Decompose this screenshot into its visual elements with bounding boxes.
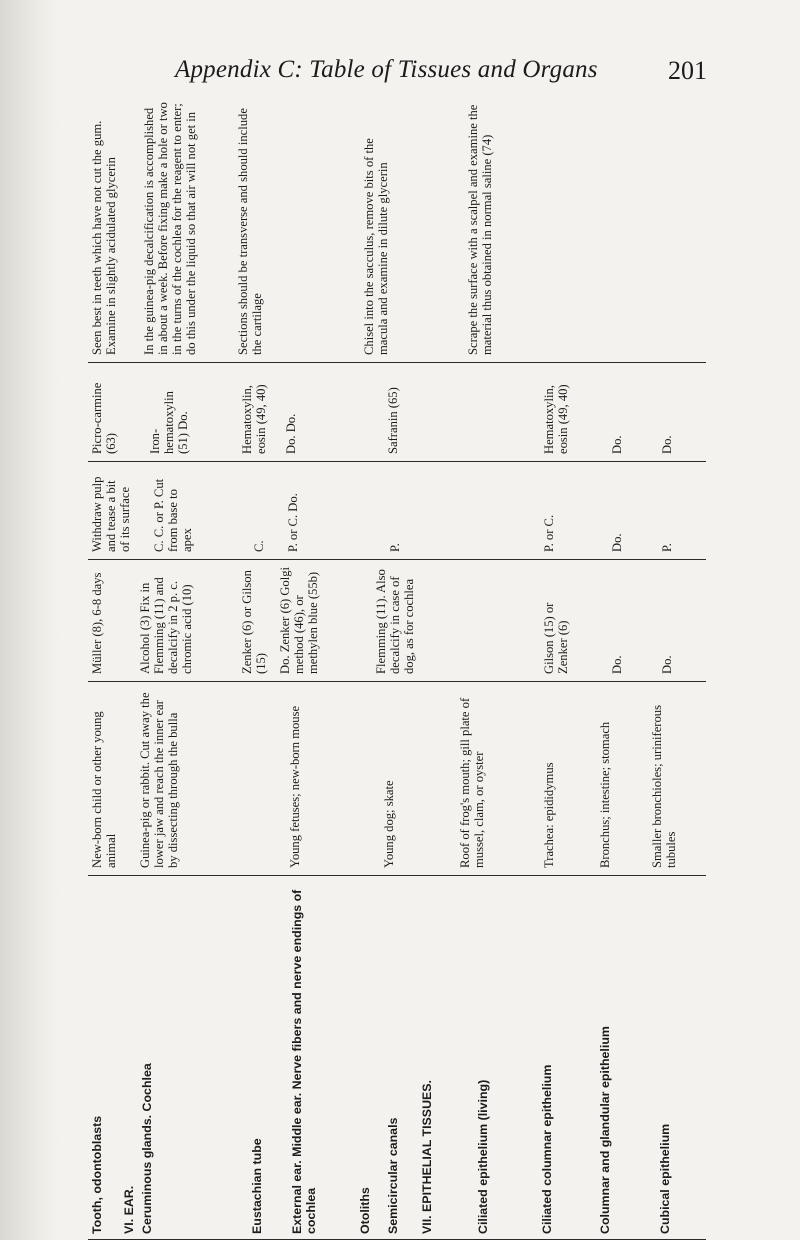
fixation-cell: Zenker (6) or Gilson (15) — [240, 570, 268, 674]
stain-cell: Hematoxylin, eosin (49, 40) — [542, 384, 570, 454]
table-grid — [88, 90, 706, 1240]
stain-cell: Iron-hematoxylin (51) Do. — [148, 391, 190, 454]
page-number: 201 — [668, 56, 707, 85]
remarks-cell: Sections should be transverse and should include the cartilage — [236, 108, 264, 355]
remarks-cell: In the guinea-pig decalcification is accomplished in about a week. Before fixing make a hole or two in the turns of the cochlea for the reagent to enter; do this under the liquid so that air will not get in — [142, 102, 198, 355]
section-cell: P. — [388, 543, 402, 552]
fixation-cell: Müller (8), 6-8 days — [90, 572, 104, 674]
fixation-cell: Do. Zenker (6) Golgi method (46), or methylen blue (55b) — [278, 566, 320, 674]
stain-cell: Hematoxylin, eosin (49, 40) — [240, 384, 268, 454]
fixation-cell: Gilson (15) or Zenker (6) — [542, 602, 570, 674]
tissue-cell: External ear. Middle ear. Nerve fibers and nerve endings of cochlea — [290, 889, 318, 1234]
source-cell: Smaller bronchioles; uriniferous tubules — [650, 705, 678, 868]
tissue-cell: Tooth, odontoblasts — [90, 1115, 104, 1234]
page-gutter-shadow — [0, 0, 60, 1240]
tissue-cell: Otoliths — [358, 1187, 372, 1234]
source-cell: Roof of frog's mouth; gill plate of mussel, clam, or oyster — [458, 697, 486, 868]
section-heading: VI. EAR. — [122, 1185, 136, 1234]
section-cell: P. or C. Do. — [286, 493, 300, 552]
tissue-cell: Ciliated columnar epithelium — [540, 1064, 554, 1234]
fixation-cell: Do. — [660, 655, 674, 674]
section-cell: Withdraw pulp and tease a bit of its surface — [90, 476, 132, 552]
running-title: Appendix C: Table of Tissues and Organs — [175, 56, 598, 83]
stain-cell: Safranin (65) — [386, 387, 400, 454]
remarks-cell: Scrape the surface with a scalpel and examine the material thus obtained in normal saline (74) — [466, 104, 494, 355]
section-cell: P. — [660, 543, 674, 552]
fixation-cell: Alcohol (3) Fix in Flemming (11) and decalcify in 2 p. c. chromic acid (10) — [138, 577, 194, 674]
source-cell: Bronchus; intestine; stomach — [598, 721, 612, 868]
tissue-cell: Ciliated epithelium (living) — [476, 1079, 490, 1234]
section-cell: C. C. or P. Cut from base to apex — [152, 478, 194, 552]
stain-cell: Do. Do. — [284, 413, 298, 454]
remarks-cell: Chisel into the sacculus, remove bits of the macula and examine in dilute glycerin — [362, 138, 390, 355]
stain-cell: Picro-carmine (63) — [90, 382, 118, 454]
stain-cell: Do. — [660, 435, 674, 454]
tissue-table — [88, 90, 706, 1240]
tissue-cell: Semicircular canals — [386, 1117, 400, 1234]
tissue-cell: Ceruminous glands. Cochlea — [140, 1063, 154, 1234]
tissue-cell: Columnar and glandular epithelium — [598, 1026, 612, 1234]
source-cell: Trachea: epididymus — [542, 762, 556, 868]
section-cell: P. or C. — [542, 514, 556, 552]
source-cell: Young dog; skate — [382, 780, 396, 868]
source-cell: Guinea-pig or rabbit. Cut away the lower jaw and reach the inner ear by dissecting through the bulla — [138, 692, 180, 868]
stain-cell: Do. — [610, 435, 624, 454]
tissue-cell: Eustachian tube — [250, 1138, 264, 1234]
tissue-cell: Cubical epithelium — [658, 1123, 672, 1234]
fixation-cell: Do. — [610, 655, 624, 674]
source-cell: Young fetuses; new-born mouse — [288, 705, 302, 868]
source-cell: New-born child or other young animal — [90, 711, 118, 868]
section-heading: VII. EPITHELIAL TISSUES. — [420, 1080, 434, 1234]
page-header — [0, 0, 800, 85]
remarks-cell: Seen best in teeth which have not cut the gum. Examine in slightly acidulated glycerin — [90, 120, 118, 355]
fixation-cell: Flemming (11). Also decalcify in case of dog, as for cochlea — [374, 569, 416, 674]
section-cell: Do. — [610, 533, 624, 552]
section-cell: C. — [252, 540, 266, 552]
